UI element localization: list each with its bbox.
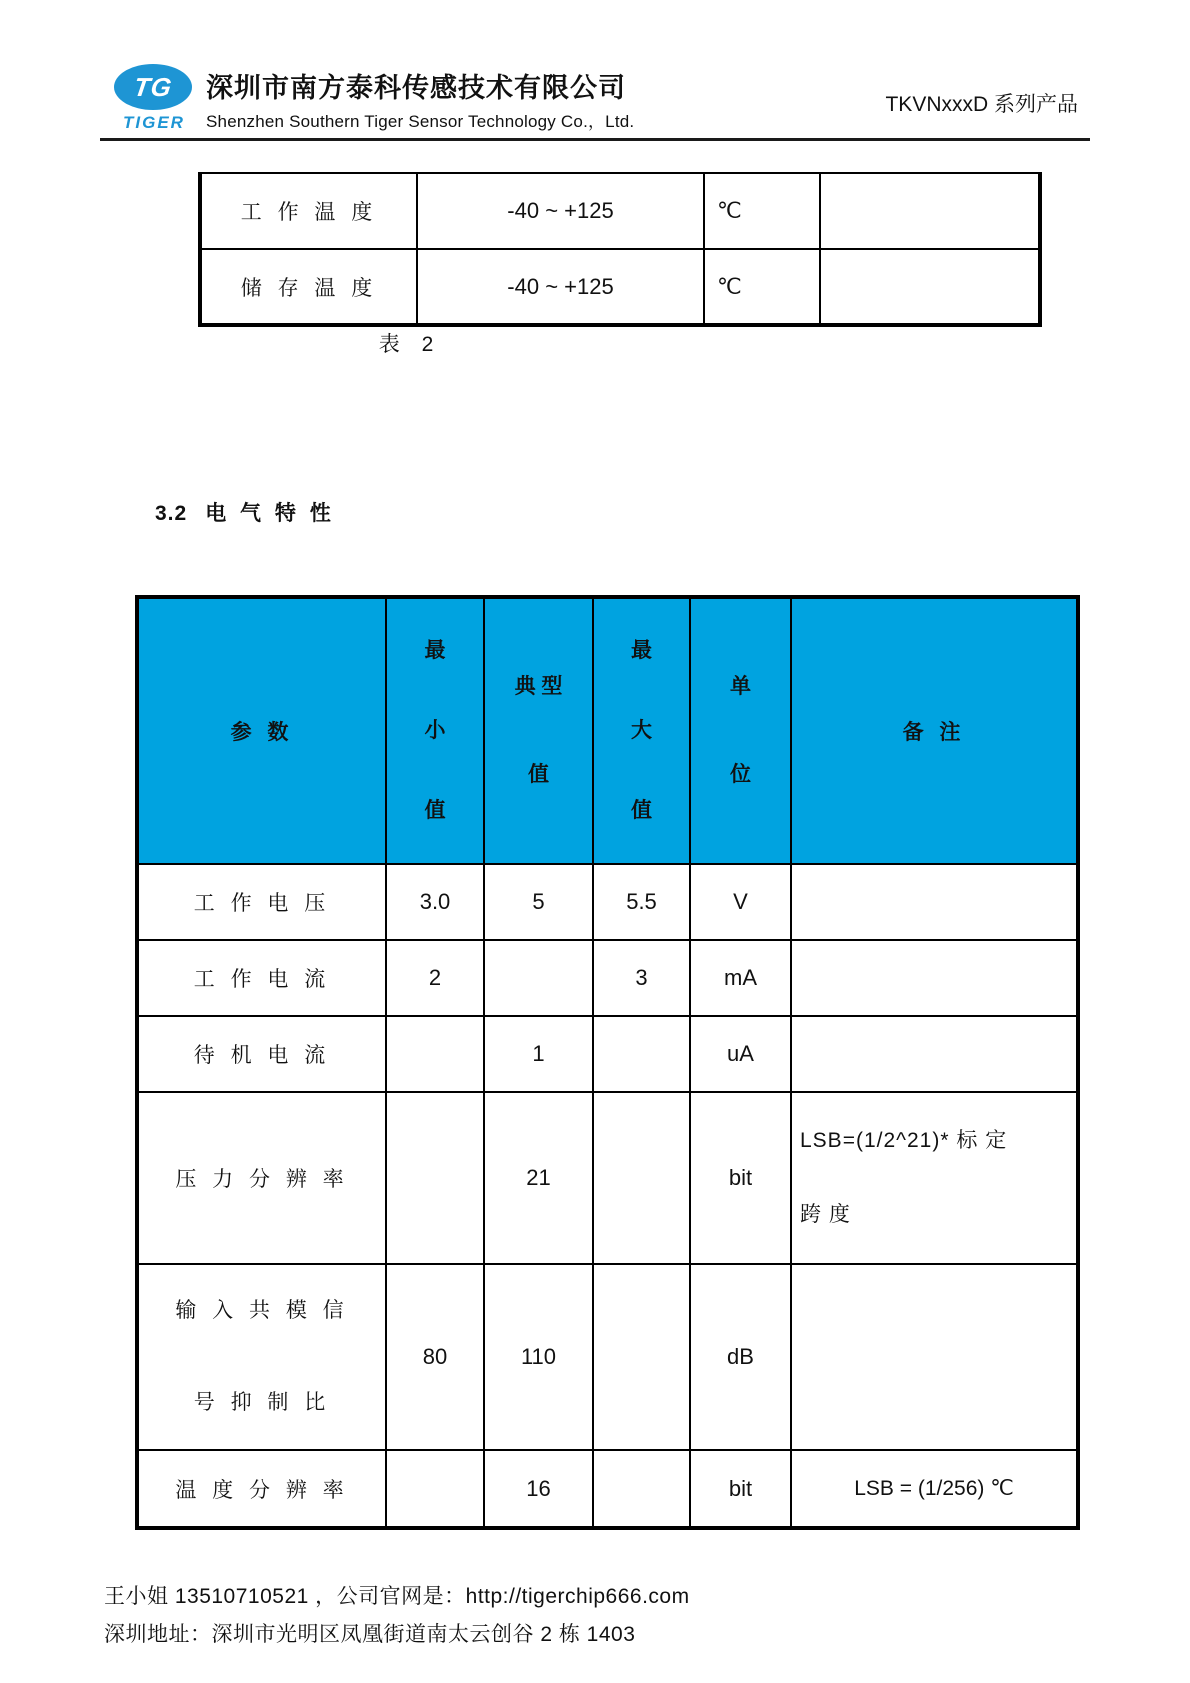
row6-remark: LSB = (1/256) ℃: [791, 1450, 1078, 1528]
header-divider: [100, 138, 1090, 141]
company-name-chinese: 深圳市南方泰科传感技术有限公司: [206, 73, 626, 103]
electrical-characteristics-table: [135, 595, 1080, 1530]
row6-unit: bit: [690, 1450, 791, 1528]
logo-tiger-wordmark: TIGER: [123, 113, 185, 132]
temp-row1-remark: [820, 173, 1040, 249]
product-series-label: TKVNxxxD 系列产品: [885, 93, 1078, 116]
table-row: [137, 864, 1078, 940]
row3-param: 待 机 电 流: [137, 1016, 386, 1092]
header-typical: 典 型 值: [484, 597, 593, 864]
row3-min: [386, 1016, 484, 1092]
row6-typ: 16: [484, 1450, 593, 1528]
row1-min: 3.0: [386, 864, 484, 940]
table-header-row: [137, 597, 1078, 864]
table-caption: 表 2: [378, 333, 442, 356]
table-row: [137, 1016, 1078, 1092]
table-row: [137, 1264, 1078, 1450]
temp-row1-unit: ℃: [704, 173, 820, 249]
row1-param: 工 作 电 压: [137, 864, 386, 940]
row1-unit: V: [690, 864, 791, 940]
row5-max: [593, 1264, 690, 1450]
footer-contact-line: 王小姐 13510710521 ，公司官网是：http://tigerchip666.com: [104, 1585, 690, 1608]
row6-min: [386, 1450, 484, 1528]
table-row: [137, 940, 1078, 1016]
temp-row2-param: 储 存 温 度: [200, 249, 417, 325]
row5-typ: 110: [484, 1264, 593, 1450]
row2-min: 2: [386, 940, 484, 1016]
logo-ellipse-icon: [114, 64, 192, 110]
temp-row1-param: 工 作 温 度: [200, 173, 417, 249]
row4-param: 压 力 分 辨 率: [137, 1092, 386, 1264]
section-number: 3.2: [155, 502, 188, 525]
section-heading: [155, 497, 335, 527]
header-min: 最 小 值: [386, 597, 484, 864]
row4-min: [386, 1092, 484, 1264]
row3-typ: 1: [484, 1016, 593, 1092]
row3-unit: uA: [690, 1016, 791, 1092]
row2-remark: [791, 940, 1078, 1016]
row4-max: [593, 1092, 690, 1264]
row2-param: 工 作 电 流: [137, 940, 386, 1016]
row4-remark: LSB=(1/2^21)* 标 定 跨 度: [791, 1092, 1078, 1264]
header-param: 参 数: [137, 597, 386, 864]
temp-row2-unit: ℃: [704, 249, 820, 325]
page-footer: [104, 1578, 690, 1654]
row5-remark: [791, 1264, 1078, 1450]
table-row: [200, 173, 1040, 249]
table-row: [200, 249, 1040, 325]
row5-min: 80: [386, 1264, 484, 1450]
row4-unit: bit: [690, 1092, 791, 1264]
company-name-english: Shenzhen Southern Tiger Sensor Technology Co.，Ltd.: [206, 112, 635, 131]
logo-tg-monogram: TG: [131, 71, 175, 102]
company-logo: [114, 64, 194, 133]
row5-param: 输 入 共 模 信 号 抑 制 比: [137, 1264, 386, 1450]
row3-remark: [791, 1016, 1078, 1092]
row2-max: 3: [593, 940, 690, 1016]
row3-max: [593, 1016, 690, 1092]
section-title: 电 气 特 性: [205, 502, 335, 525]
footer-address-line: 深圳地址：深圳市光明区凤凰街道南太云创谷 2 栋 1403: [104, 1623, 636, 1646]
row5-unit: dB: [690, 1264, 791, 1450]
table-row: [137, 1092, 1078, 1264]
row4-typ: 21: [484, 1092, 593, 1264]
temp-row2-remark: [820, 249, 1040, 325]
row2-unit: mA: [690, 940, 791, 1016]
temperature-table: [198, 172, 1042, 327]
row2-typ: [484, 940, 593, 1016]
header-remark: 备 注: [791, 597, 1078, 864]
temp-row2-value: -40 ~ +125: [417, 249, 704, 325]
header-unit: 单 位: [690, 597, 791, 864]
row6-max: [593, 1450, 690, 1528]
row1-remark: [791, 864, 1078, 940]
table-row: [137, 1450, 1078, 1528]
row1-max: 5.5: [593, 864, 690, 940]
row6-param: 温 度 分 辨 率: [137, 1450, 386, 1528]
temp-row1-value: -40 ~ +125: [417, 173, 704, 249]
row1-typ: 5: [484, 864, 593, 940]
header-max: 最 大 值: [593, 597, 690, 864]
